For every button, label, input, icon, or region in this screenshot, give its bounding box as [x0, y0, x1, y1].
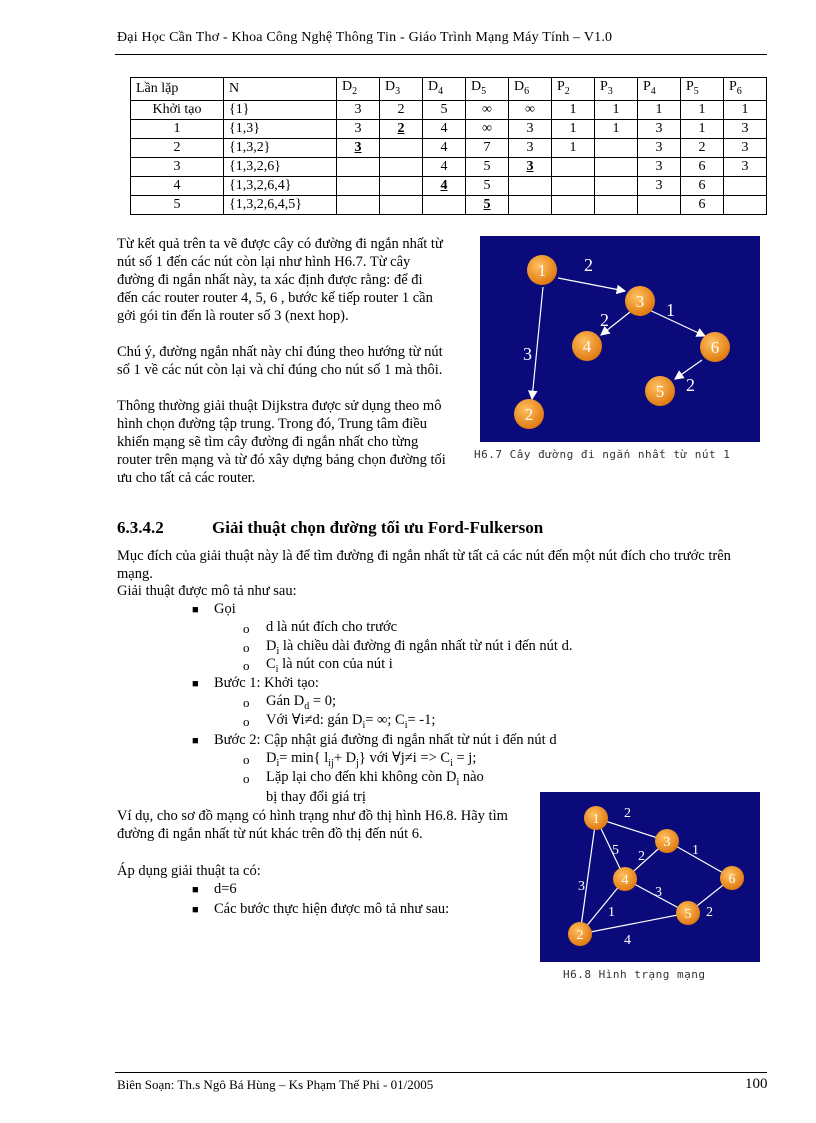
table-cell: 4	[423, 138, 466, 157]
table-cell: {1,3,2}	[224, 138, 337, 157]
algo-step2-b-text: Lặp lại cho đến khi không còn D	[266, 769, 457, 785]
node-label: 3	[635, 292, 645, 311]
table-cell	[595, 157, 638, 176]
node-label: 5	[684, 907, 692, 922]
edge-label: 2	[584, 255, 593, 275]
th-d4: $D_4$	[423, 78, 466, 101]
th-d2: $D_2$	[337, 78, 380, 101]
circle-bullet-icon: o	[243, 714, 250, 729]
edge-label: 1	[608, 905, 615, 920]
node-label: 1	[592, 812, 600, 827]
table-cell: 3	[724, 157, 767, 176]
table-cell: 2	[681, 138, 724, 157]
paragraph-purpose: Mục đích của giải thuật này là để tìm đường đi ngắn nhất từ tất cả các nút đến một nút đích cho trước trên mạng.	[117, 548, 731, 582]
bullet-icon: ■	[192, 735, 199, 747]
th-p4: $P_4$	[638, 78, 681, 101]
node-label: 1	[537, 261, 547, 280]
figure-caption-h6-7: H6.7 Cây đường đi ngắn nhất từ nút 1	[474, 448, 731, 461]
edge-label: 5	[612, 843, 619, 858]
algo-step1-b-text: Với ∀i≠d: gán D	[266, 712, 363, 728]
table-cell: 3	[638, 157, 681, 176]
table-cell: 7	[466, 138, 509, 157]
algo-step2-c: bị thay đổi giá trị	[266, 789, 366, 805]
bullet-icon: ■	[192, 884, 199, 896]
table-cell: ∞	[466, 119, 509, 138]
section-heading	[117, 518, 543, 538]
algo-step2-a-text: D	[266, 750, 277, 766]
algo-step2-b: Lặp lại cho đến khi không còn $D_i$ nào	[266, 769, 484, 788]
paragraph-dijkstra-usage: Thông thường giải thuật Dijkstra được sử dụng theo mô hình chọn đường tập trung. Trong đó, Trung tâm điều khiển mạng sẽ tìm cây đường đi ngắn nhất cho từng router trên mạng và từ đó xây dựng bảng chọn đường tối ưu cho tất cả các router.	[117, 398, 446, 486]
circle-bullet-icon: o	[243, 658, 250, 673]
table-cell: 3	[337, 119, 380, 138]
circle-bullet-icon: o	[243, 695, 250, 710]
table-cell	[595, 138, 638, 157]
node-label: 4	[621, 873, 629, 888]
table-cell	[337, 195, 380, 214]
table-cell: {1,3,2,6,4,5}	[224, 195, 337, 214]
table-cell-selected: 4	[423, 176, 466, 195]
algo-di-desc: $D_i$ là chiều dài đường đi ngắn nhất từ nút i đến nút d.	[266, 638, 573, 657]
table-cell	[724, 195, 767, 214]
node-label: 5	[655, 382, 665, 401]
algo-step1-b: Với ∀i≠d: gán $D_i=$ ∞; $C_i= -1$;	[266, 712, 436, 731]
table-cell	[509, 195, 552, 214]
table-cell-selected: 3	[337, 138, 380, 157]
table-cell: 1	[552, 100, 595, 119]
table-cell: 1	[595, 100, 638, 119]
table-cell: 6	[681, 195, 724, 214]
table-cell	[337, 176, 380, 195]
table-cell: {1}	[224, 100, 337, 119]
figure-network-topology	[540, 792, 760, 962]
table-cell-selected: 3	[509, 157, 552, 176]
table-row	[131, 157, 767, 176]
table-cell: 1	[681, 119, 724, 138]
edge-label: 3	[578, 879, 585, 894]
th-p2: $P_2$	[552, 78, 595, 101]
table-cell	[423, 195, 466, 214]
edge-label: 2	[638, 849, 645, 864]
table-cell: 1	[552, 138, 595, 157]
algo-step1-a: Gán $D_d = 0$;	[266, 693, 336, 712]
figure-shortest-path-tree	[480, 236, 760, 442]
node-label: 3	[663, 835, 671, 850]
edge-label: 2	[686, 375, 695, 395]
algo-ci-text: là nút con của nút i	[282, 656, 393, 672]
table-cell: Khởi tạo	[131, 100, 224, 119]
table-cell: {1,3,2,6}	[224, 157, 337, 176]
edge-2-5	[580, 913, 688, 934]
node-label: 6	[710, 338, 720, 357]
circle-bullet-icon: o	[243, 771, 250, 786]
th-lan-lap: Lần lặp	[131, 78, 224, 101]
table-cell: 5	[466, 157, 509, 176]
algo-d-desc: d là nút đích cho trước	[266, 619, 398, 635]
circle-bullet-icon: o	[243, 640, 250, 655]
bullet-icon: ■	[192, 604, 199, 616]
table-cell: 1	[552, 119, 595, 138]
paragraph-tree-result: Từ kết quả trên ta vẽ được cây có đường đi ngắn nhất từ nút số 1 đến các nút còn lại như hình H6.7. Từ cây đường đi ngắn nhất này, ta xác định được rằng: để đi đến các router router 4, 5, 6 , bước kế tiếp router 1 cần gởi gói tin đến là router số 3 (next hop).	[117, 236, 443, 324]
table-cell: 3	[337, 100, 380, 119]
table-cell	[380, 195, 423, 214]
table-cell: {1,3}	[224, 119, 337, 138]
example-steps: Các bước thực hiện được mô tả như sau:	[214, 901, 450, 917]
table-cell: 3	[724, 119, 767, 138]
edge-label: 2	[600, 310, 609, 330]
bullet-icon: ■	[192, 678, 199, 690]
node-label: 6	[728, 872, 736, 887]
table-cell: 2	[380, 100, 423, 119]
table-cell	[552, 176, 595, 195]
footer-rule	[115, 1072, 767, 1073]
section-title: Giải thuật chọn đường tối ưu Ford-Fulkerson	[212, 518, 544, 537]
th-d6: $D_6$	[509, 78, 552, 101]
figure-caption-h6-8: H6.8 Hình trạng mạng	[563, 968, 706, 981]
dijkstra-table	[130, 77, 767, 215]
table-cell: 1	[724, 100, 767, 119]
header-rule	[115, 54, 767, 55]
table-cell: 3	[509, 119, 552, 138]
edge-label: 3	[523, 344, 532, 364]
th-p3: $P_3$	[595, 78, 638, 101]
table-cell: 3	[638, 138, 681, 157]
table-row	[131, 176, 767, 195]
paragraph-example: Ví dụ, cho sơ đồ mạng có hình trạng như đồ thị hình H6.8. Hãy tìm đường đi ngắn nhất từ nút khác trên đồ thị đến nút 6.	[117, 808, 508, 842]
table-cell	[724, 176, 767, 195]
algo-step1: Bước 1: Khởi tạo:	[214, 675, 319, 691]
table-row	[131, 119, 767, 138]
edge-1-3	[558, 278, 625, 291]
th-d3: $D_3$	[380, 78, 423, 101]
table-cell: 3	[509, 138, 552, 157]
table-cell: ∞	[466, 100, 509, 119]
table-cell: 1	[681, 100, 724, 119]
table-cell: 3	[638, 176, 681, 195]
th-d5: $D_5$	[466, 78, 509, 101]
table-cell: 6	[681, 176, 724, 195]
table-row	[131, 195, 767, 214]
table-cell	[380, 138, 423, 157]
table-cell	[552, 195, 595, 214]
algo-ci-desc: $C_i$ là nút con của nút i	[266, 656, 393, 675]
table-cell: 2	[131, 138, 224, 157]
edge-label: 1	[666, 300, 675, 320]
table-header-row	[131, 78, 767, 101]
edge-label: 2	[706, 905, 713, 920]
table-cell: 3	[724, 138, 767, 157]
table-cell-selected: 5	[466, 195, 509, 214]
table-cell: 5	[131, 195, 224, 214]
table-cell: {1,3,2,6,4}	[224, 176, 337, 195]
table-cell: 3	[638, 119, 681, 138]
table-cell	[595, 195, 638, 214]
table-cell: 4	[423, 119, 466, 138]
table-cell	[337, 157, 380, 176]
example-d: d=6	[214, 881, 237, 897]
page-header: Đại Học Cần Thơ - Khoa Công Nghệ Thông Tin - Giáo Trình Mạng Máy Tính – V1.0	[117, 30, 613, 45]
edge-1-2	[532, 287, 543, 399]
table-cell	[552, 157, 595, 176]
table-cell	[595, 176, 638, 195]
algo-step2-a: $D_i= \min${ $l_{ij}+ D_j$} với ∀j≠i => $C_i = j$;	[266, 750, 477, 769]
table-cell	[638, 195, 681, 214]
bullet-icon: ■	[192, 904, 199, 916]
table-row	[131, 100, 767, 119]
algo-intro: Giải thuật được mô tả như sau:	[117, 583, 297, 599]
table-cell: 1	[131, 119, 224, 138]
table-cell	[380, 176, 423, 195]
circle-bullet-icon: o	[243, 752, 250, 767]
table-cell: 5	[466, 176, 509, 195]
algo-di-text: là chiều dài đường đi ngắn nhất từ nút i đến nút d.	[282, 638, 573, 654]
node-label: 4	[582, 337, 592, 356]
edge-3-6	[645, 308, 705, 336]
table-cell	[380, 157, 423, 176]
table-cell: 1	[595, 119, 638, 138]
table-cell: ∞	[509, 100, 552, 119]
page-number: 100	[745, 1076, 768, 1092]
table-cell: 4	[423, 157, 466, 176]
circle-bullet-icon: o	[243, 621, 250, 636]
algo-step1-a-text: Gán D	[266, 693, 305, 709]
algo-call: Gọi	[214, 601, 236, 617]
node-label: 2	[576, 928, 584, 943]
table-cell: 1	[638, 100, 681, 119]
table-cell: 4	[131, 176, 224, 195]
edge-label: 3	[655, 885, 662, 900]
edge-label: 1	[692, 843, 699, 858]
section-number: 6.3.4.2	[117, 518, 164, 537]
th-p5: $P_5$	[681, 78, 724, 101]
th-n: N	[224, 78, 337, 101]
table-cell: 6	[681, 157, 724, 176]
algo-step2: Bước 2: Cập nhật giá đường đi ngắn nhất từ nút i đến nút d	[214, 732, 557, 748]
paragraph-note: Chú ý, đường ngắn nhất này chỉ đúng theo hướng từ nút số 1 về các nút còn lại và chỉ đúng cho nút số 1 mà thôi.	[117, 344, 443, 378]
table-cell: 5	[423, 100, 466, 119]
network-graph	[540, 792, 760, 962]
node-label: 2	[524, 405, 534, 424]
table-cell	[509, 176, 552, 195]
edge-label: 2	[624, 806, 631, 821]
edge-label: 4	[624, 933, 631, 948]
tree-graph	[480, 236, 760, 442]
example-apply: Áp dụng giải thuật ta có:	[117, 863, 261, 879]
footer-author: Biên Soạn: Th.s Ngô Bá Hùng – Ks Phạm Thế Phi - 01/2005	[117, 1077, 434, 1092]
table-row	[131, 138, 767, 157]
table-cell: 3	[131, 157, 224, 176]
table-cell-selected: 2	[380, 119, 423, 138]
th-p6: $P_6$	[724, 78, 767, 101]
